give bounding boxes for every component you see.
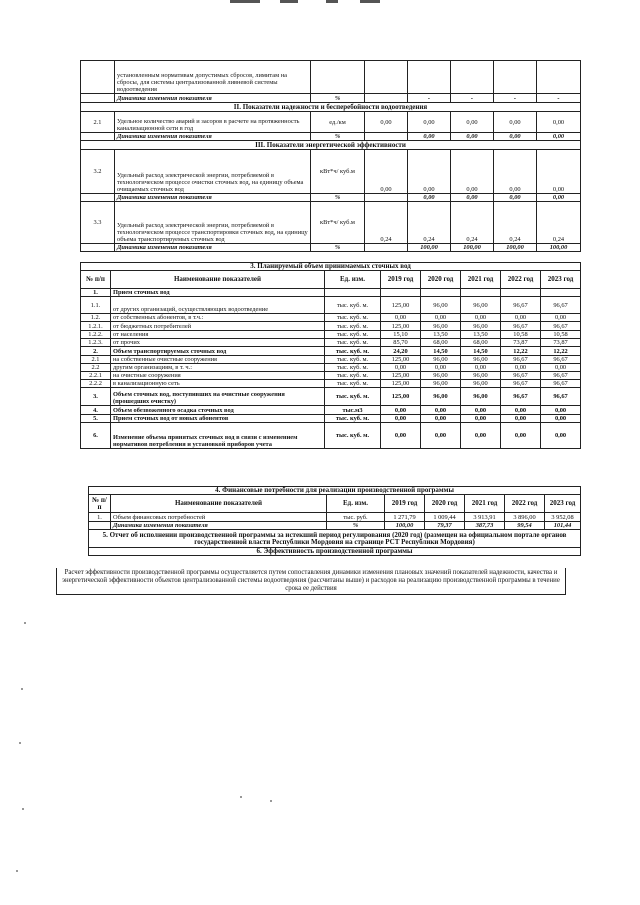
- column-header: 2020 год: [425, 495, 465, 513]
- column-header: 2022 год: [501, 271, 541, 289]
- row-number: 1.2.: [81, 314, 111, 322]
- dynamics-label: Динамика изменения показателя: [115, 194, 311, 202]
- value-cell: 0,00: [537, 133, 581, 141]
- scan-speck: [24, 622, 26, 624]
- value-cell: 96,67: [501, 322, 541, 331]
- table-row: [81, 133, 581, 141]
- value-cell: 96,00: [461, 356, 501, 364]
- value-cell: 0,00: [381, 423, 421, 449]
- value-cell: 0,24: [537, 202, 581, 244]
- value-cell: 0,00: [541, 423, 581, 449]
- value-cell: 99,54: [505, 522, 545, 530]
- table-row: [81, 244, 581, 252]
- value-cell: 68,00: [461, 339, 501, 347]
- section-row: [89, 548, 581, 556]
- value-cell: 0,00: [451, 133, 494, 141]
- row-text: Изменение объема принятых сточных вод в связи с изменением нормативов потребления и установкой приборов учета: [111, 423, 325, 449]
- value-cell: 0,00: [541, 364, 581, 372]
- value-cell: 79,37: [425, 522, 465, 530]
- section-title: II. Показатели надежности и бесперебойности водоотведения: [81, 103, 581, 112]
- header-row: [89, 495, 581, 513]
- value-cell: 125,00: [381, 372, 421, 380]
- unit-cell: тыс. куб. м.: [325, 415, 381, 423]
- unit-cell: тыс. куб. м.: [325, 372, 381, 380]
- scan-top-marks: [230, 0, 410, 4]
- unit-cell: ед./км: [311, 112, 365, 133]
- value-cell: 15,10: [381, 331, 421, 339]
- value-cell: 96,00: [421, 372, 461, 380]
- row-text: Прием сточных вод: [111, 289, 325, 297]
- scan-speck: [240, 796, 242, 798]
- dynamics-label: Динамика изменения показателя: [115, 94, 311, 103]
- unit-cell: тыс. куб. м.: [325, 423, 381, 449]
- value-cell: 0,00: [408, 194, 451, 202]
- table-row: [81, 356, 581, 364]
- value-cell: 68,00: [421, 339, 461, 347]
- value-cell: 100,00: [537, 244, 581, 252]
- unit-cell: тыс. куб. м.: [325, 331, 381, 339]
- row-text: Прием сточных вод от новых абонентов: [111, 415, 325, 423]
- column-header: 2019 год: [381, 271, 421, 289]
- value-cell: 0,00: [541, 314, 581, 322]
- value-cell: 0,00: [408, 133, 451, 141]
- unit-cell: %: [311, 194, 365, 202]
- table-row: [89, 513, 581, 522]
- value-cell: 0,00: [461, 314, 501, 322]
- value-cell: 3 896,00: [505, 513, 545, 522]
- finance-table: [88, 486, 581, 556]
- table-row: [81, 202, 581, 244]
- value-cell: [381, 289, 421, 297]
- value-cell: 12,22: [501, 347, 541, 356]
- value-cell: 96,00: [461, 380, 501, 388]
- row-text: от собственных абонентов, в т.ч.:: [111, 314, 325, 322]
- value-cell: 96,67: [541, 322, 581, 331]
- value-cell: 85,70: [381, 339, 421, 347]
- row-number: 4.: [81, 406, 111, 415]
- scan-speck: [21, 688, 23, 690]
- value-cell: 0,00: [421, 314, 461, 322]
- value-cell: 0,00: [408, 150, 451, 194]
- row-number: 3.2: [81, 150, 115, 194]
- section-title: III. Показатели энергетической эффективности: [81, 141, 581, 150]
- value-cell: 14,50: [421, 347, 461, 356]
- section-row: [81, 141, 581, 150]
- value-cell: 96,67: [541, 372, 581, 380]
- column-header: 2019 год: [385, 495, 425, 513]
- value-cell: 0,00: [494, 133, 537, 141]
- indicators-table: [80, 60, 581, 252]
- table-row: [81, 94, 581, 103]
- value-cell: 387,73: [465, 522, 505, 530]
- table-row: [81, 339, 581, 347]
- volume-table: [80, 262, 581, 449]
- value-cell: 100,00: [408, 244, 451, 252]
- row-number: 1.2.2.: [81, 331, 111, 339]
- value-cell: 0,24: [365, 202, 408, 244]
- volume-rows: [81, 289, 581, 449]
- value-cell: 0,00: [381, 314, 421, 322]
- value-cell: [421, 289, 461, 297]
- row-text: Объем обезвоженного осадка сточных вод: [111, 406, 325, 415]
- table-row: [81, 415, 581, 423]
- value-cell: 0,00: [381, 406, 421, 415]
- value-cell: 12,22: [541, 347, 581, 356]
- row-text: от других организаций, осуществляющих водоотведение: [111, 297, 325, 314]
- unit-cell: тыс. руб.: [327, 513, 385, 522]
- row-number: 6.: [81, 423, 111, 449]
- value-cell: 0,00: [501, 314, 541, 322]
- table-row: [81, 380, 581, 388]
- value-cell: -: [494, 94, 537, 103]
- dynamics-label: Динамика изменения показателя: [115, 133, 311, 141]
- value-cell: 0,00: [451, 112, 494, 133]
- column-header: Ед. изм.: [325, 271, 381, 289]
- value-cell: 0,00: [501, 406, 541, 415]
- value-cell: 10,58: [541, 331, 581, 339]
- table-row: [81, 322, 581, 331]
- value-cell: 13,50: [421, 331, 461, 339]
- value-cell: 0,00: [381, 364, 421, 372]
- value-cell: 0,00: [451, 150, 494, 194]
- value-cell: 96,67: [501, 356, 541, 364]
- dynamics-label: Динамика изменения показателя: [115, 244, 311, 252]
- unit-cell: тыс. куб. м.: [325, 339, 381, 347]
- value-cell: 0,00: [461, 423, 501, 449]
- row-number: 2.2.1: [81, 372, 111, 380]
- value-cell: 0,00: [421, 406, 461, 415]
- unit-cell: тыс.м3: [325, 406, 381, 415]
- row-text: от населения: [111, 331, 325, 339]
- value-cell: 73,87: [541, 339, 581, 347]
- value-cell: 96,67: [541, 380, 581, 388]
- table-row: [81, 61, 581, 94]
- value-cell: 96,67: [501, 380, 541, 388]
- table-row: [81, 314, 581, 322]
- scan-speck: [270, 800, 272, 802]
- row-text: от бюджетных потребителей: [111, 322, 325, 331]
- row-number: 2.: [81, 347, 111, 356]
- value-cell: 0,00: [461, 364, 501, 372]
- row-text: в канализационную сеть: [111, 380, 325, 388]
- scan-speck: [22, 808, 24, 810]
- value-cell: 96,00: [421, 322, 461, 331]
- row-number: 1.2.3.: [81, 339, 111, 347]
- value-cell: 96,00: [421, 388, 461, 406]
- row-text: от прочих: [111, 339, 325, 347]
- row-number: 2.1: [81, 112, 115, 133]
- value-cell: 24,20: [381, 347, 421, 356]
- table-row: [81, 112, 581, 133]
- value-cell: 0,00: [365, 150, 408, 194]
- scan-speck: [16, 870, 18, 872]
- value-cell: 96,00: [461, 372, 501, 380]
- value-cell: 96,67: [501, 388, 541, 406]
- value-cell: 96,00: [461, 388, 501, 406]
- row-number: 2.1: [81, 356, 111, 364]
- value-cell: [541, 289, 581, 297]
- row-text: на собственные очистные сооружения: [111, 356, 325, 364]
- section-row: [81, 103, 581, 112]
- row-text: Удельное количество аварий и засоров в расчете на протяженность канализационной сети в год: [115, 112, 311, 133]
- value-cell: 96,00: [461, 297, 501, 314]
- table-row: [89, 522, 581, 530]
- table-row: [81, 331, 581, 339]
- column-header: 2023 год: [541, 271, 581, 289]
- value-cell: 96,67: [541, 388, 581, 406]
- value-cell: 3 952,08: [545, 513, 581, 522]
- unit-cell: кВт*ч/ куб.м: [311, 150, 365, 194]
- value-cell: 73,87: [501, 339, 541, 347]
- value-cell: 0,00: [381, 415, 421, 423]
- section-title: 4. Финансовые потребности для реализации производственной программы: [89, 487, 581, 495]
- column-header: № п/п: [81, 271, 111, 289]
- value-cell: 96,00: [421, 356, 461, 364]
- section-title: 6. Эффективность производственной программы: [89, 548, 581, 556]
- value-cell: 0,00: [501, 364, 541, 372]
- table-row: [81, 388, 581, 406]
- unit-cell: %: [311, 94, 365, 103]
- value-cell: 100,00: [451, 244, 494, 252]
- column-header: № п/п: [89, 495, 111, 513]
- table-row: [81, 289, 581, 297]
- table-row: [81, 423, 581, 449]
- row-number: 1.: [81, 289, 111, 297]
- value-cell: 0,00: [537, 194, 581, 202]
- table-row: [81, 406, 581, 415]
- row-text: Удельный расход электрической энергии, потребляемой в технологическом процессе очистки сточных вод, на единицу объема очищаемых сточных вод: [115, 150, 311, 194]
- row-number: 3.: [81, 388, 111, 406]
- value-cell: 0,00: [408, 112, 451, 133]
- scan-speck: [19, 742, 21, 744]
- value-cell: 14,50: [461, 347, 501, 356]
- value-cell: 125,00: [381, 356, 421, 364]
- value-cell: 125,00: [381, 388, 421, 406]
- unit-cell: тыс. куб. м.: [325, 388, 381, 406]
- column-header: Наименование показателей: [111, 495, 327, 513]
- row-number: 2.2.2: [81, 380, 111, 388]
- value-cell: 0,00: [451, 194, 494, 202]
- row-number: 3.3: [81, 202, 115, 244]
- value-cell: 0,00: [537, 150, 581, 194]
- value-cell: 0,00: [461, 406, 501, 415]
- row-text: Удельный расход электрической энергии, потребляемой в технологическом процессе транспортировки сточных вод, на единицу объема транспортируемых сточных вод: [115, 202, 311, 244]
- table-row: [81, 364, 581, 372]
- value-cell: 0,24: [494, 202, 537, 244]
- row-number: 1.2.1.: [81, 322, 111, 331]
- table-row: [81, 194, 581, 202]
- table-row: [81, 297, 581, 314]
- row-number: 1.1.: [81, 297, 111, 314]
- value-cell: 100,00: [385, 522, 425, 530]
- row-text: Объем сточных вод, поступивших на очистные сооружения (прошедших очистку): [111, 388, 325, 406]
- value-cell: 0,24: [408, 202, 451, 244]
- unit-cell: тыс. куб. м.: [325, 356, 381, 364]
- value-cell: [501, 289, 541, 297]
- value-cell: -: [537, 94, 581, 103]
- value-cell: 96,67: [541, 297, 581, 314]
- value-cell: 10,58: [501, 331, 541, 339]
- table-row: [81, 347, 581, 356]
- value-cell: -: [451, 94, 494, 103]
- value-cell: 0,00: [461, 415, 501, 423]
- unit-cell: тыс. куб. м.: [325, 380, 381, 388]
- value-cell: 0,00: [541, 406, 581, 415]
- table-row: [81, 150, 581, 194]
- row-number: 5.: [81, 415, 111, 423]
- value-cell: 13,50: [461, 331, 501, 339]
- unit-cell: тыс. куб. м.: [325, 347, 381, 356]
- value-cell: 100,00: [494, 244, 537, 252]
- value-cell: 0,00: [501, 423, 541, 449]
- row-text: установленным нормативам допустимых сбросов, лимитам на сбросы, для системы централизованной ливневой системы водоотведения: [115, 61, 311, 94]
- value-cell: 0,00: [537, 112, 581, 133]
- unit-cell: кВт*ч/ куб.м: [311, 202, 365, 244]
- value-cell: 0,24: [451, 202, 494, 244]
- value-cell: 96,00: [421, 380, 461, 388]
- value-cell: 101,44: [545, 522, 581, 530]
- value-cell: 0,00: [421, 364, 461, 372]
- header-row: [81, 271, 581, 289]
- section-row: [89, 530, 581, 548]
- column-header: 2021 год: [465, 495, 505, 513]
- row-number: 2.2: [81, 364, 111, 372]
- unit-cell: тыс. куб. м.: [325, 322, 381, 331]
- value-cell: 0,00: [421, 415, 461, 423]
- unit-cell: %: [311, 244, 365, 252]
- value-cell: 96,67: [501, 372, 541, 380]
- unit-cell: [325, 289, 381, 297]
- row-text: на очистные сооружения: [111, 372, 325, 380]
- value-cell: 96,00: [421, 297, 461, 314]
- unit-cell: тыс. куб. м.: [325, 297, 381, 314]
- section-title: 5. Отчет об исполнении производственной программы за истекший период регулирования (2020 год) (размещен на официальном портале органов государственной власти Республики Мордовия на странице РСТ Республики Мордовия): [89, 530, 581, 548]
- value-cell: -: [408, 94, 451, 103]
- row-number: 1.: [89, 513, 111, 522]
- value-cell: [461, 289, 501, 297]
- unit-cell: %: [311, 133, 365, 141]
- value-cell: 0,00: [541, 415, 581, 423]
- column-header: 2020 год: [421, 271, 461, 289]
- column-header: 2022 год: [505, 495, 545, 513]
- value-cell: 0,00: [494, 194, 537, 202]
- row-text: другим организациям, в т. ч.:: [111, 364, 325, 372]
- value-cell: 0,00: [365, 112, 408, 133]
- section-row: [89, 487, 581, 495]
- row-text: Объем финансовых потребностей: [111, 513, 327, 522]
- column-header: 2021 год: [461, 271, 501, 289]
- value-cell: 1 009,44: [425, 513, 465, 522]
- unit-cell: %: [327, 522, 385, 530]
- section-row: [81, 263, 581, 271]
- unit-cell: тыс. куб. м.: [325, 364, 381, 372]
- value-cell: 125,00: [381, 322, 421, 331]
- row-text: Объем транспортируемых сточных вод: [111, 347, 325, 356]
- value-cell: 125,00: [381, 297, 421, 314]
- value-cell: 96,67: [541, 356, 581, 364]
- column-header: Наименование показателей: [111, 271, 325, 289]
- unit-cell: тыс. куб. м.: [325, 314, 381, 322]
- table-row: [81, 372, 581, 380]
- value-cell: 96,67: [501, 297, 541, 314]
- section-title: 3. Планируемый объем принимаемых сточных вод: [81, 263, 581, 271]
- value-cell: 125,00: [381, 380, 421, 388]
- value-cell: 0,00: [421, 423, 461, 449]
- value-cell: 3 913,91: [465, 513, 505, 522]
- value-cell: 0,00: [494, 150, 537, 194]
- dynamics-label: Динамика изменения показателя: [111, 522, 327, 530]
- value-cell: 96,00: [461, 322, 501, 331]
- value-cell: 1 271,79: [385, 513, 425, 522]
- column-header: Ед. изм.: [327, 495, 385, 513]
- efficiency-text: Расчет эффективности производственной программы осуществляется путем сопоставления динамики изменения плановых значений показателей надежности, качества и энергетической эффективности объектов централизованной системы водоотведения (рассчитаны выше) и расходов на реализацию производственной программы в течение срока ее действия: [56, 568, 566, 595]
- value-cell: 0,00: [501, 415, 541, 423]
- column-header: 2023 год: [545, 495, 581, 513]
- value-cell: 0,00: [494, 112, 537, 133]
